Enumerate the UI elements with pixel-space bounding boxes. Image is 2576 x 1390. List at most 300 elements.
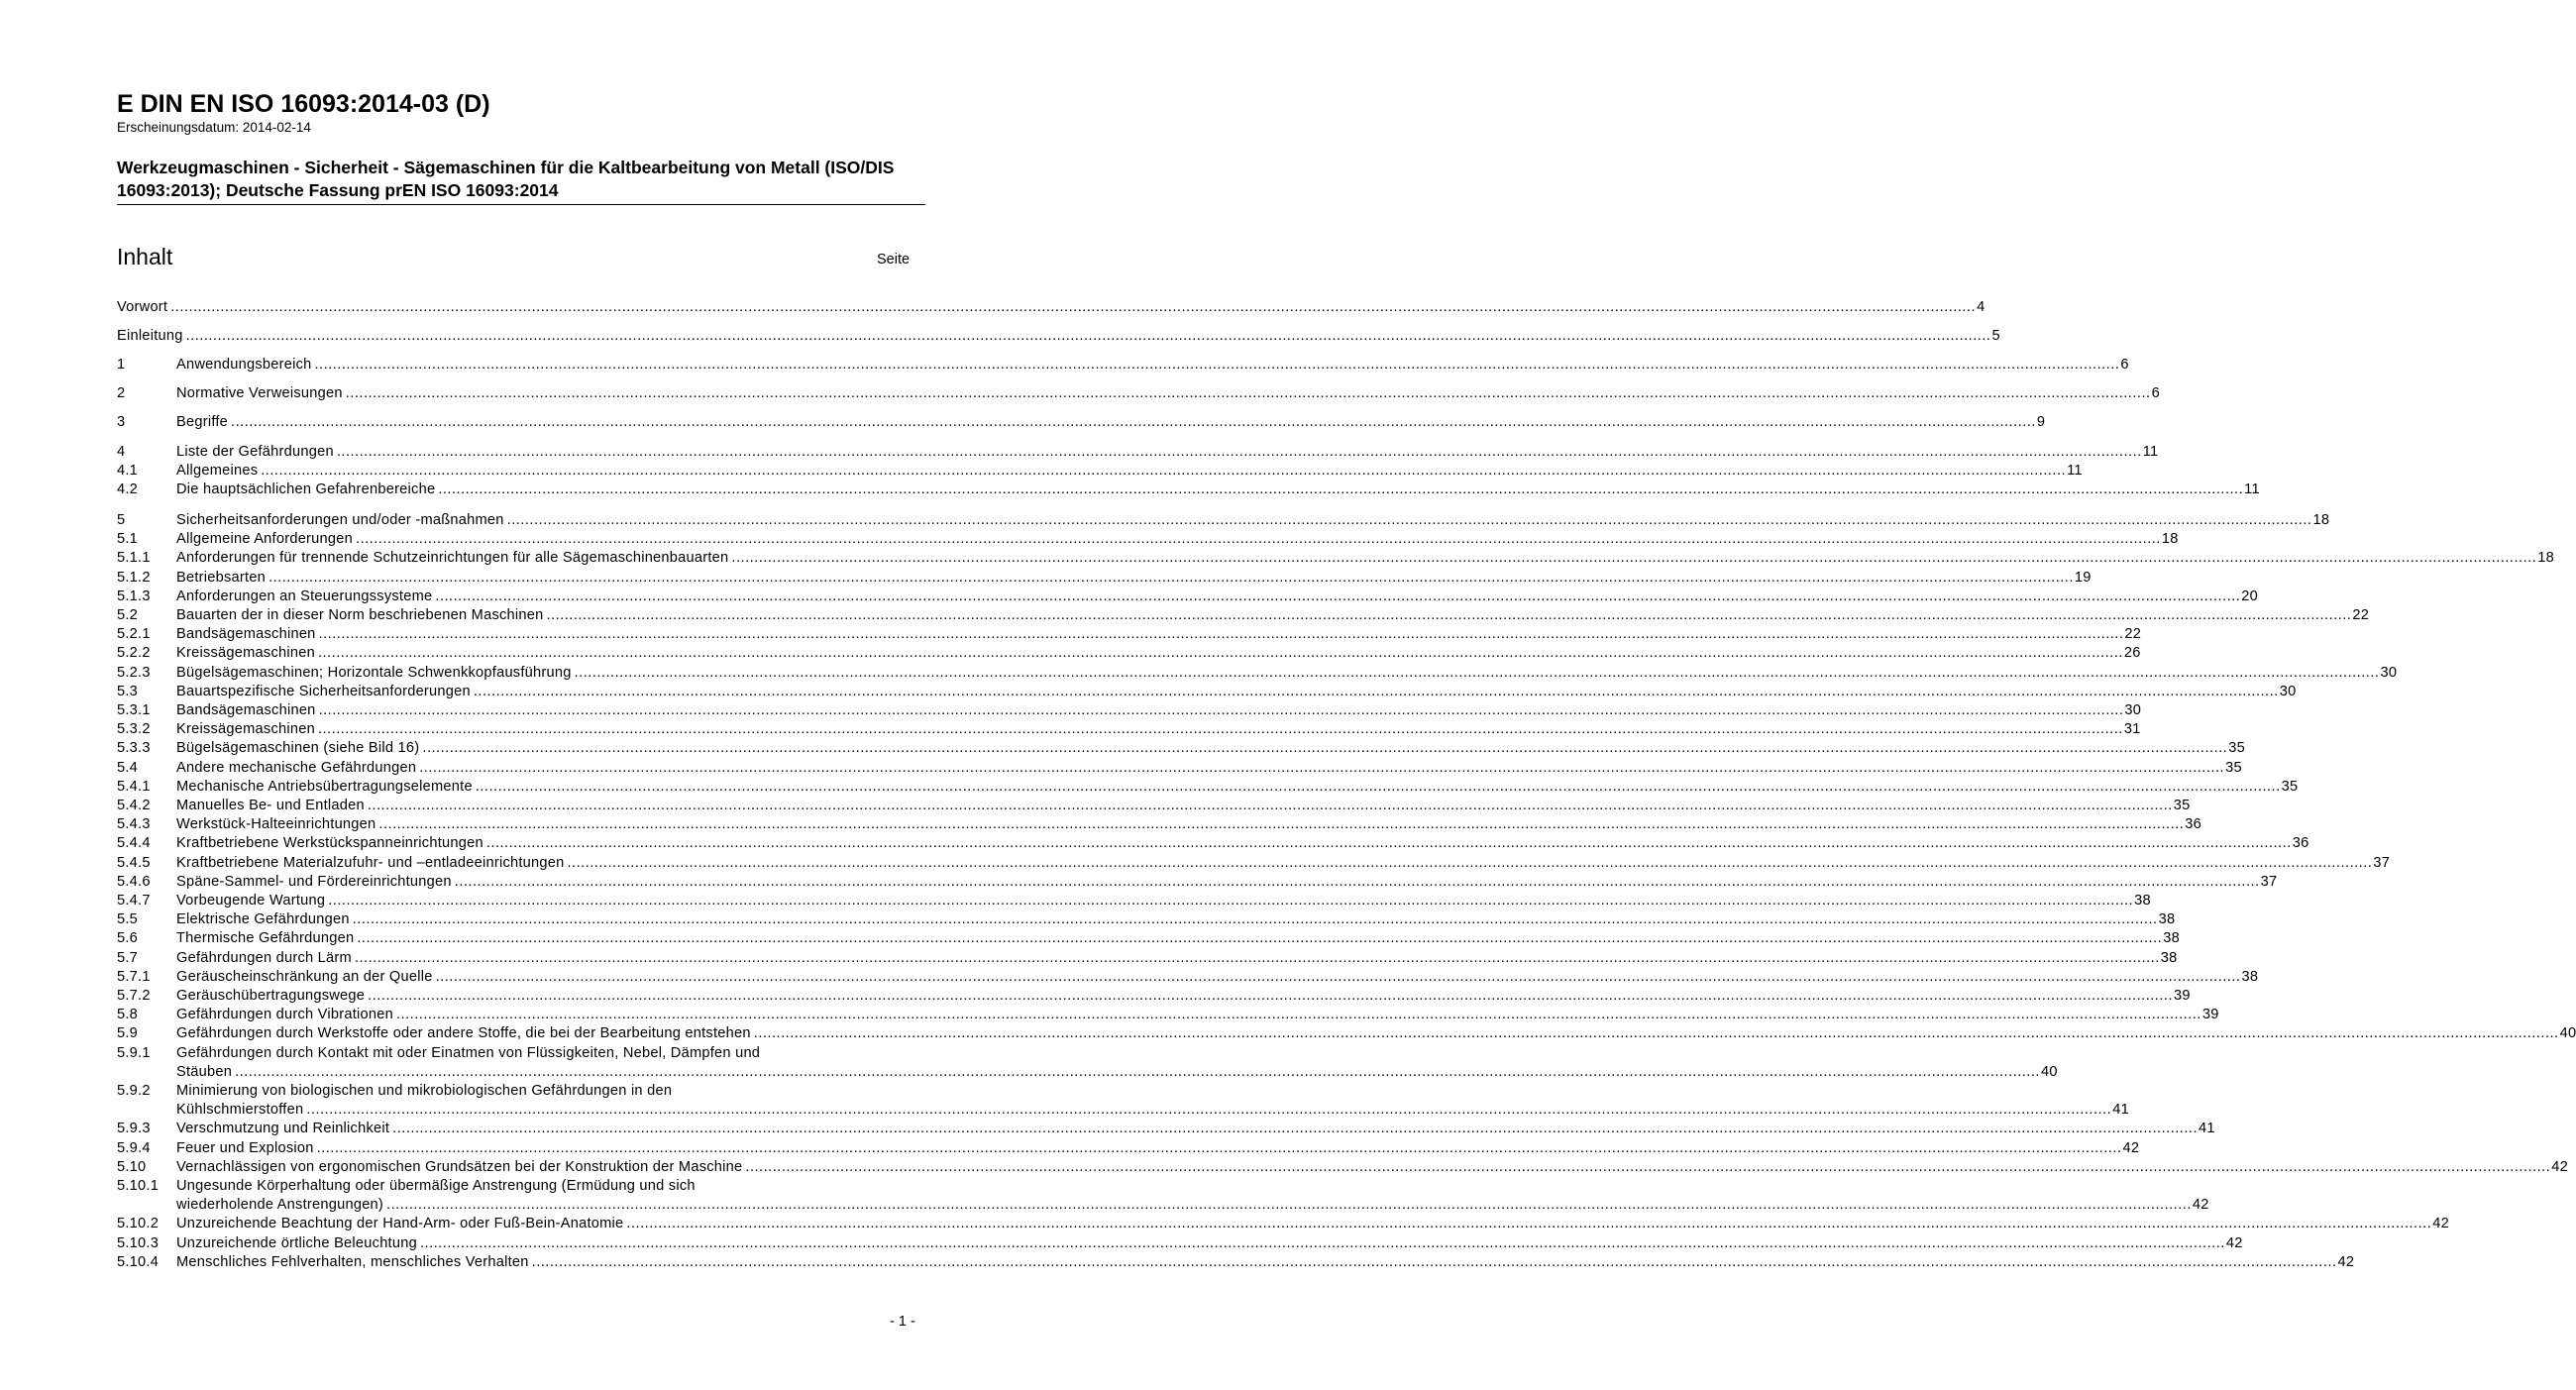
toc-entry-body xyxy=(176,588,2258,606)
toc-entry[interactable] xyxy=(117,910,2176,929)
toc-entry-page: 6 xyxy=(2151,385,2160,401)
toc-entry[interactable] xyxy=(117,644,2141,663)
toc-dot-leader: ................................................................................................................................................................................................................................................................................................................................................................................................................ xyxy=(185,328,1991,344)
toc-entry-number: 5.7.2 xyxy=(117,988,151,1004)
toc-entry-page: 42 xyxy=(2337,1253,2355,1270)
toc-entry-line xyxy=(176,910,2176,929)
toc-entry-number: 5.9.2 xyxy=(117,1083,151,1099)
toc-entry[interactable] xyxy=(117,356,2129,374)
toc-entry-page: 30 xyxy=(2124,702,2142,718)
toc-entry[interactable] xyxy=(117,987,2191,1006)
toc-entry-number: 1 xyxy=(117,357,126,373)
toc-entry-body xyxy=(176,606,2370,625)
toc-entry-title: Sicherheitsanforderungen und/oder -maßnahmen xyxy=(176,512,504,528)
toc-entry[interactable] xyxy=(117,1006,2219,1024)
toc-entry-title: Werkstück-Halteeinrichtungen xyxy=(176,816,376,833)
toc-entry-line xyxy=(176,949,2178,968)
toc-entry-number: 5.9.4 xyxy=(117,1139,151,1156)
toc-entry-line xyxy=(176,1063,2058,1082)
toc-entry[interactable] xyxy=(117,815,2201,834)
toc-entry-line xyxy=(176,1158,2568,1177)
toc-entry-title: Feuer und Explosion xyxy=(176,1139,314,1156)
toc-dot-leader: ................................................................................................................................................................................................................................................................................................................................................................................................................ xyxy=(345,385,2151,401)
toc-entry-body xyxy=(176,1234,2243,1253)
toc-entry-title: Kreissägemaschinen xyxy=(176,721,315,738)
toc-entry-title: Normative Verweisungen xyxy=(176,385,343,401)
toc-entry-title: Geräuscheinschränkung an der Quelle xyxy=(176,968,433,985)
toc-entry-body xyxy=(176,815,2201,834)
toc-entry[interactable] xyxy=(117,1158,2568,1177)
toc-entry-number: 5.4.4 xyxy=(117,835,151,852)
toc-entry-title: Bügelsägemaschinen (siehe Bild 16) xyxy=(176,740,420,757)
toc-entry-number: 5.7 xyxy=(117,949,139,966)
toc-entry[interactable] xyxy=(117,1024,2576,1043)
toc-entry[interactable] xyxy=(117,606,2370,625)
toc-entry-body xyxy=(176,759,2242,778)
toc-entry-number: 5.3 xyxy=(117,683,139,699)
toc-entry-line xyxy=(176,569,2092,588)
toc-entry-body xyxy=(176,1158,2568,1177)
toc-entry-title: Ungesunde Körperhaltung oder übermäßige Anstrengung (Ermüdung und sich xyxy=(176,1178,696,1194)
toc-entry-body xyxy=(176,778,2299,797)
toc-entry-page: 38 xyxy=(2134,893,2151,909)
toc-entry[interactable] xyxy=(117,949,2178,968)
toc-entry-number: 5.4.6 xyxy=(117,873,151,890)
toc-heading: Inhalt xyxy=(117,244,173,269)
toc-entry-line xyxy=(176,644,2141,663)
toc-entry-page: 11 xyxy=(2244,481,2260,498)
toc-entry-number: 5.1.2 xyxy=(117,569,151,586)
toc-entry-title: Gefährdungen durch Vibrationen xyxy=(176,1007,393,1023)
toc-entry-number: 5.3.1 xyxy=(117,702,151,718)
toc-entry-page: 42 xyxy=(2225,1234,2243,1251)
toc-dot-leader: ................................................................................................................................................................................................................................................................................................................................................................................................................ xyxy=(435,588,2241,604)
toc-dot-leader: ................................................................................................................................................................................................................................................................................................................................................................................................................ xyxy=(574,664,2380,681)
toc-dot-leader: ................................................................................................................................................................................................................................................................................................................................................................................................................ xyxy=(314,357,2120,373)
toc-dot-leader: ................................................................................................................................................................................................................................................................................................................................................................................................................ xyxy=(336,444,2142,460)
toc-dot-leader: ................................................................................................................................................................................................................................................................................................................................................................................................................ xyxy=(546,607,2352,623)
toc-dot-leader: ................................................................................................................................................................................................................................................................................................................................................................................................................ xyxy=(357,930,2163,947)
toc-entry-line xyxy=(176,625,2142,644)
toc-entry-page: 20 xyxy=(2241,588,2258,604)
toc-entry-page: 39 xyxy=(2201,1007,2219,1023)
toc-dot-leader: ................................................................................................................................................................................................................................................................................................................................................................................................................ xyxy=(531,1253,2337,1270)
toc-entry-body xyxy=(176,1006,2219,1024)
toc-entry-title: Die hauptsächlichen Gefahrenbereiche xyxy=(176,481,436,498)
toc-entry-title: Gefährdungen durch Lärm xyxy=(176,949,352,966)
toc-entry[interactable] xyxy=(117,481,2260,499)
toc-entry-number: 5.8 xyxy=(117,1007,139,1023)
toc-entry-number: 5.5 xyxy=(117,911,139,928)
toc-entry-number: 5.7.1 xyxy=(117,968,151,985)
toc-dot-leader: ................................................................................................................................................................................................................................................................................................................................................................................................................ xyxy=(392,1121,2199,1137)
toc-entry-number: 5.4.2 xyxy=(117,798,151,813)
toc-entry-page: 36 xyxy=(2292,835,2309,852)
toc-entry-page: 26 xyxy=(2123,645,2141,662)
toc-entry-line xyxy=(176,384,2160,403)
toc-entry-line xyxy=(176,588,2258,606)
toc-entry[interactable] xyxy=(117,327,2000,346)
toc-entry-line xyxy=(176,720,2141,739)
toc-entry-body xyxy=(117,327,2000,346)
toc-entry-body xyxy=(176,481,2260,499)
toc-entry[interactable] xyxy=(117,1120,2215,1138)
page-column-label: Seite xyxy=(877,252,911,267)
toc-entry-line xyxy=(176,664,2398,683)
toc-entry-page: 42 xyxy=(2432,1216,2450,1232)
toc-entry[interactable] xyxy=(117,1215,2450,1233)
toc-entry-page: 39 xyxy=(2174,988,2191,1004)
toc-entry[interactable] xyxy=(117,1044,2058,1082)
toc-dot-leader: ................................................................................................................................................................................................................................................................................................................................................................................................................ xyxy=(567,854,2373,871)
toc-entry-body xyxy=(176,929,2180,948)
toc-entry-number: 5.4.5 xyxy=(117,854,151,871)
toc-entry[interactable] xyxy=(117,298,1986,317)
toc-entry-line xyxy=(117,327,2000,346)
toc-entry-line xyxy=(176,834,2309,853)
toc-entry-number: 5.10.2 xyxy=(117,1216,160,1232)
toc-entry-body xyxy=(176,1120,2215,1138)
toc-entry-line xyxy=(176,1101,2129,1120)
toc-entry-body xyxy=(176,664,2398,683)
toc-entry[interactable] xyxy=(117,834,2309,853)
toc-entry-number: 4.2 xyxy=(117,481,139,498)
toc-entry-page: 37 xyxy=(2260,873,2278,890)
toc-entry-title: Bauarten der in dieser Norm beschriebenen Maschinen xyxy=(176,607,544,623)
toc-entry-number: 5.10.3 xyxy=(117,1234,160,1251)
toc-entry-body xyxy=(176,384,2160,403)
toc-entry[interactable] xyxy=(117,443,2159,462)
toc-entry[interactable] xyxy=(117,759,2242,778)
toc-entry-body xyxy=(176,644,2141,663)
document-id: E DIN EN ISO 16093:2014-03 (D) xyxy=(117,90,490,118)
toc-entry-body xyxy=(176,1253,2355,1272)
toc-entry-title: Vorwort xyxy=(117,299,168,315)
toc-entry-title: Liste der Gefährdungen xyxy=(176,444,334,460)
toc-entry-line xyxy=(176,1196,2209,1215)
toc-dot-leader: ................................................................................................................................................................................................................................................................................................................................................................................................................ xyxy=(731,550,2537,567)
toc-entry-title: Unzureichende Beachtung der Hand-Arm- oder Fuß-Bein-Anatomie xyxy=(176,1216,624,1232)
toc-entry[interactable] xyxy=(117,530,2179,549)
toc-entry-line xyxy=(176,929,2180,948)
toc-entry-title: Manuelles Be- und Entladen xyxy=(176,798,365,813)
toc-entry-line xyxy=(176,683,2297,701)
toc-dot-leader: ................................................................................................................................................................................................................................................................................................................................................................................................................ xyxy=(419,759,2225,776)
toc-entry-title: Anwendungsbereich xyxy=(176,357,312,373)
toc-entry-title: Elektrische Gefährdungen xyxy=(176,911,350,928)
toc-entry-title: Einleitung xyxy=(117,328,183,344)
toc-entry-line xyxy=(176,1215,2450,1233)
toc-entry-page: 19 xyxy=(2074,569,2092,586)
toc-entry-page: 38 xyxy=(2158,911,2176,928)
toc-dot-leader: ................................................................................................................................................................................................................................................................................................................................................................................................................ xyxy=(354,949,2160,966)
toc-entry-page: 31 xyxy=(2123,721,2141,738)
toc-entry-title: Mechanische Antriebsübertragungselemente xyxy=(176,778,473,795)
toc-entry[interactable] xyxy=(117,1234,2243,1253)
toc-entry-number: 5.4 xyxy=(117,759,139,776)
toc-entry-line xyxy=(176,1006,2219,1024)
toc-entry[interactable] xyxy=(117,892,2151,910)
toc-entry[interactable] xyxy=(117,549,2554,568)
toc-entry-body xyxy=(176,1177,2209,1215)
toc-entry-number: 5.1 xyxy=(117,531,139,548)
toc-entry[interactable] xyxy=(117,462,2083,481)
toc-entry-number: 5.4.3 xyxy=(117,816,151,833)
toc-entry-body xyxy=(176,987,2191,1006)
toc-entry[interactable] xyxy=(117,588,2258,606)
toc-entry[interactable] xyxy=(117,384,2160,403)
toc-entry-line xyxy=(176,701,2142,720)
toc-entry-line xyxy=(176,815,2201,834)
toc-entry-title: Späne-Sammel- und Fördereinrichtungen xyxy=(176,873,452,890)
toc-entry-line xyxy=(176,1120,2215,1138)
toc-dot-leader: ................................................................................................................................................................................................................................................................................................................................................................................................................ xyxy=(506,512,2312,528)
toc-entry-body xyxy=(176,949,2178,968)
toc-entry-title: Menschliches Fehlverhalten, menschliches Verhalten xyxy=(176,1253,529,1270)
toc-entry-line xyxy=(176,481,2260,499)
publication-date: Erscheinungsdatum: 2014-02-14 xyxy=(117,120,311,135)
toc-entry-body xyxy=(176,569,2092,588)
toc-entry-title: Allgemeine Anforderungen xyxy=(176,531,354,548)
toc-entry-page: 36 xyxy=(2185,816,2201,833)
toc-dot-leader: ................................................................................................................................................................................................................................................................................................................................................................................................................ xyxy=(170,299,1977,315)
toc-entry-body xyxy=(176,462,2083,481)
toc-entry[interactable] xyxy=(117,1139,2140,1158)
toc-entry-number: 4 xyxy=(117,444,126,460)
toc-entry-title: Gefährdungen durch Kontakt mit oder Einatmen von Flüssigkeiten, Nebel, Dämpfen und xyxy=(176,1044,761,1061)
toc-entry-title: Anforderungen für trennende Schutzeinrichtungen für alle Sägemaschinenbauarten xyxy=(176,550,729,567)
toc-entry-line xyxy=(176,987,2191,1006)
toc-dot-leader: ................................................................................................................................................................................................................................................................................................................................................................................................................ xyxy=(356,531,2161,548)
toc-entry-line xyxy=(176,1253,2355,1272)
toc-entry-body xyxy=(176,701,2142,720)
toc-dot-leader: ................................................................................................................................................................................................................................................................................................................................................................................................................ xyxy=(396,1007,2201,1023)
toc-entry-body xyxy=(176,413,2046,432)
toc-dot-leader: ................................................................................................................................................................................................................................................................................................................................................................................................................ xyxy=(235,1063,2040,1080)
toc-entry[interactable] xyxy=(117,854,2391,873)
toc-entry-body xyxy=(176,1044,2058,1082)
toc-entry-number: 5.4.1 xyxy=(117,778,151,795)
toc-entry-line xyxy=(176,606,2370,625)
toc-entry-number: 5.2.3 xyxy=(117,664,151,681)
toc-entry-page: 18 xyxy=(2161,531,2179,548)
toc-entry-page: 38 xyxy=(2160,949,2178,966)
toc-entry-body xyxy=(176,797,2191,815)
toc-entry-title: Thermische Gefährdungen xyxy=(176,930,355,947)
toc-entry-title-continued: Kühlschmierstoffen xyxy=(176,1102,304,1119)
toc-entry-number: 5.9.1 xyxy=(117,1044,151,1061)
toc-entry-page: 35 xyxy=(2173,798,2191,813)
toc-entry-title: Bandsägemaschinen xyxy=(176,702,316,718)
toc-entry-body xyxy=(176,530,2179,549)
toc-entry-page: 18 xyxy=(2537,550,2554,567)
toc-entry-line xyxy=(176,511,2330,530)
toc-entry-body xyxy=(176,1215,2450,1233)
toc-dot-leader: ................................................................................................................................................................................................................................................................................................................................................................................................................ xyxy=(378,816,2185,833)
toc-entry[interactable] xyxy=(117,625,2142,644)
toc-entry-title: Anforderungen an Steuerungssysteme xyxy=(176,588,433,604)
toc-entry-page: 22 xyxy=(2352,607,2370,623)
toc-entry-page: 18 xyxy=(2312,512,2330,528)
toc-entry-body xyxy=(176,625,2142,644)
toc-entry[interactable] xyxy=(117,511,2330,530)
toc-entry-body xyxy=(176,1024,2576,1043)
toc-entry-body xyxy=(117,298,1986,317)
toc-entry-line xyxy=(176,443,2159,462)
toc-entry-page: 41 xyxy=(2199,1121,2215,1137)
toc-entry[interactable] xyxy=(117,413,2046,432)
toc-entry-number: 5.2.2 xyxy=(117,645,151,662)
toc-entry-number: 2 xyxy=(117,385,126,401)
toc-entry[interactable] xyxy=(117,720,2141,739)
toc-entry-title: Kraftbetriebene Werkstückspanneinrichtungen xyxy=(176,835,483,852)
page-number: - 1 - xyxy=(890,1314,915,1330)
toc-entry-line xyxy=(176,356,2129,374)
toc-entry[interactable] xyxy=(117,664,2398,683)
toc-entry-number: 5.9.3 xyxy=(117,1121,151,1137)
toc-entry-page: 38 xyxy=(2241,968,2259,985)
toc-entry-number: 5.10.1 xyxy=(117,1178,160,1194)
toc-entry-line xyxy=(176,1234,2243,1253)
toc-entry-title: Allgemeines xyxy=(176,463,259,480)
toc-entry-number: 5.2.1 xyxy=(117,626,151,643)
toc-dot-leader: ................................................................................................................................................................................................................................................................................................................................................................................................................ xyxy=(317,721,2123,738)
toc-entry-body xyxy=(176,511,2330,530)
toc-entry-page: 9 xyxy=(2036,414,2046,430)
toc-entry-number: 5.6 xyxy=(117,930,139,947)
toc-entry[interactable] xyxy=(117,1082,2129,1120)
toc-dot-leader: ................................................................................................................................................................................................................................................................................................................................................................................................................ xyxy=(475,778,2281,795)
toc-entry-page: 35 xyxy=(2281,778,2299,795)
toc-entry-number: 3 xyxy=(117,414,126,430)
toc-entry-body xyxy=(176,720,2141,739)
toc-entry-page: 41 xyxy=(2112,1102,2129,1119)
toc-entry-line xyxy=(176,549,2554,568)
toc-entry-title: Kreissägemaschinen xyxy=(176,645,315,662)
toc-dot-leader: ................................................................................................................................................................................................................................................................................................................................................................................................................ xyxy=(745,1158,2551,1175)
toc-entry-line xyxy=(176,1139,2140,1158)
toc-entry-number: 5.10 xyxy=(117,1158,147,1175)
toc-entry-number: 5.9 xyxy=(117,1025,139,1042)
toc-dot-leader: ................................................................................................................................................................................................................................................................................................................................................................................................................ xyxy=(419,1234,2225,1251)
toc-entry[interactable] xyxy=(117,1177,2209,1215)
toc-entry-line xyxy=(176,739,2245,758)
toc-entry-title: Bauartspezifische Sicherheitsanforderungen xyxy=(176,683,471,699)
toc-entry-body xyxy=(176,1139,2140,1158)
toc-entry-title: Kraftbetriebene Materialzufuhr- und –entladeeinrichtungen xyxy=(176,854,565,871)
toc-dot-leader: ................................................................................................................................................................................................................................................................................................................................................................................................................ xyxy=(435,968,2241,985)
toc-entry-line xyxy=(176,1024,2576,1043)
toc-entry-page: 22 xyxy=(2124,626,2142,643)
toc-entry-title: Minimierung von biologischen und mikrobiologischen Gefährdungen in den xyxy=(176,1083,673,1099)
toc-dot-leader: ................................................................................................................................................................................................................................................................................................................................................................................................................ xyxy=(438,481,2244,498)
toc-entry-number: 4.1 xyxy=(117,463,139,480)
toc-entry-number: 5.2 xyxy=(117,607,139,623)
toc-entry-body xyxy=(176,443,2159,462)
toc-entry-body xyxy=(176,854,2391,873)
toc-entry-line xyxy=(176,968,2259,987)
toc-entry-title: Betriebsarten xyxy=(176,569,267,586)
toc-entry-line xyxy=(176,892,2151,910)
toc-entry-page: 40 xyxy=(2040,1063,2058,1080)
toc-entry[interactable] xyxy=(117,797,2191,815)
toc-entry-line xyxy=(176,759,2242,778)
toc-entry-title: Bügelsägemaschinen; Horizontale Schwenkkopfausführung xyxy=(176,664,572,681)
toc-entry-body xyxy=(176,683,2297,701)
toc-entry[interactable] xyxy=(117,778,2299,797)
toc-entry[interactable] xyxy=(117,968,2259,987)
toc-entry-body xyxy=(176,968,2259,987)
toc-entry-line xyxy=(176,413,2046,432)
toc-entry-title: Andere mechanische Gefährdungen xyxy=(176,759,417,776)
toc-entry[interactable] xyxy=(117,1253,2355,1272)
toc-entry-body xyxy=(176,910,2176,929)
toc-entry-page: 11 xyxy=(2142,444,2159,460)
toc-entry-title: Geräuschübertragungswege xyxy=(176,988,366,1004)
toc-entry-title-continued: Stäuben xyxy=(176,1063,233,1080)
toc-entry[interactable] xyxy=(117,929,2180,948)
toc-entry-body xyxy=(176,834,2309,853)
toc-entry-page: 30 xyxy=(2380,664,2398,681)
toc-entry-body xyxy=(176,739,2245,758)
toc-entry-body xyxy=(176,892,2151,910)
toc-entry-title: Begriffe xyxy=(176,414,229,430)
toc-entry-page: 30 xyxy=(2279,683,2297,699)
toc-dot-leader: ................................................................................................................................................................................................................................................................................................................................................................................................................ xyxy=(318,626,2124,643)
toc-entry[interactable] xyxy=(117,739,2245,758)
toc-entry-body xyxy=(176,549,2554,568)
toc-dot-leader: ................................................................................................................................................................................................................................................................................................................................................................................................................ xyxy=(317,645,2123,662)
toc-entry[interactable] xyxy=(117,873,2278,892)
toc-entry-number: 5.1.3 xyxy=(117,588,151,604)
toc-entry-page: 42 xyxy=(2122,1139,2140,1156)
toc-dot-leader: ................................................................................................................................................................................................................................................................................................................................................................................................................ xyxy=(268,569,2074,586)
toc-dot-leader: ................................................................................................................................................................................................................................................................................................................................................................................................................ xyxy=(318,702,2124,718)
toc-entry-line xyxy=(176,778,2299,797)
toc-entry-page: 6 xyxy=(2120,357,2129,373)
toc-entry-page: 4 xyxy=(1977,299,1986,315)
document-title: Werkzeugmaschinen - Sicherheit - Sägemaschinen für die Kaltbearbeitung von Metall (ISO/DIS 16093:2013); Deutsche Fassung prEN ISO 16093:2014 xyxy=(117,158,895,200)
toc-dot-leader: ................................................................................................................................................................................................................................................................................................................................................................................................................ xyxy=(626,1216,2432,1232)
toc-entry-title: Vernachlässigen von ergonomischen Grundsätzen bei der Konstruktion der Maschine xyxy=(176,1158,743,1175)
toc-dot-leader: ................................................................................................................................................................................................................................................................................................................................................................................................................ xyxy=(422,740,2228,757)
toc-entry[interactable] xyxy=(117,683,2297,701)
toc-entry-page: 42 xyxy=(2192,1197,2209,1214)
toc-dot-leader: ................................................................................................................................................................................................................................................................................................................................................................................................................ xyxy=(386,1197,2192,1214)
toc-entry-line xyxy=(176,873,2278,892)
toc-entry-line xyxy=(176,462,2083,481)
toc-dot-leader: ................................................................................................................................................................................................................................................................................................................................................................................................................ xyxy=(454,873,2260,890)
toc-entry-title: Gefährdungen durch Werkstoffe oder andere Stoffe, die bei der Bearbeitung entstehen xyxy=(176,1025,751,1042)
toc-dot-leader: ................................................................................................................................................................................................................................................................................................................................................................................................................ xyxy=(316,1139,2122,1156)
toc-entry-number: 5.10.4 xyxy=(117,1253,160,1270)
toc-dot-leader: ................................................................................................................................................................................................................................................................................................................................................................................................................ xyxy=(473,683,2279,699)
toc-entry-title: Unzureichende örtliche Beleuchtung xyxy=(176,1234,417,1251)
toc-entry-page: 5 xyxy=(1991,328,2000,344)
toc-entry[interactable] xyxy=(117,701,2142,720)
toc-dot-leader: ................................................................................................................................................................................................................................................................................................................................................................................................................ xyxy=(328,893,2134,909)
toc-entry-line xyxy=(176,530,2179,549)
toc-entry[interactable] xyxy=(117,569,2092,588)
toc-dot-leader: ................................................................................................................................................................................................................................................................................................................................................................................................................ xyxy=(367,798,2173,813)
toc-entry-line xyxy=(176,797,2191,815)
toc-entry-body xyxy=(176,356,2129,374)
toc-entry-title: Vorbeugende Wartung xyxy=(176,893,326,909)
toc-dot-leader: ................................................................................................................................................................................................................................................................................................................................................................................................................ xyxy=(352,911,2158,928)
toc-entry-title: Bandsägemaschinen xyxy=(176,626,316,643)
toc-entry-title-continued: wiederholende Anstrengungen) xyxy=(176,1197,384,1214)
toc-entry-page: 40 xyxy=(2559,1025,2576,1042)
